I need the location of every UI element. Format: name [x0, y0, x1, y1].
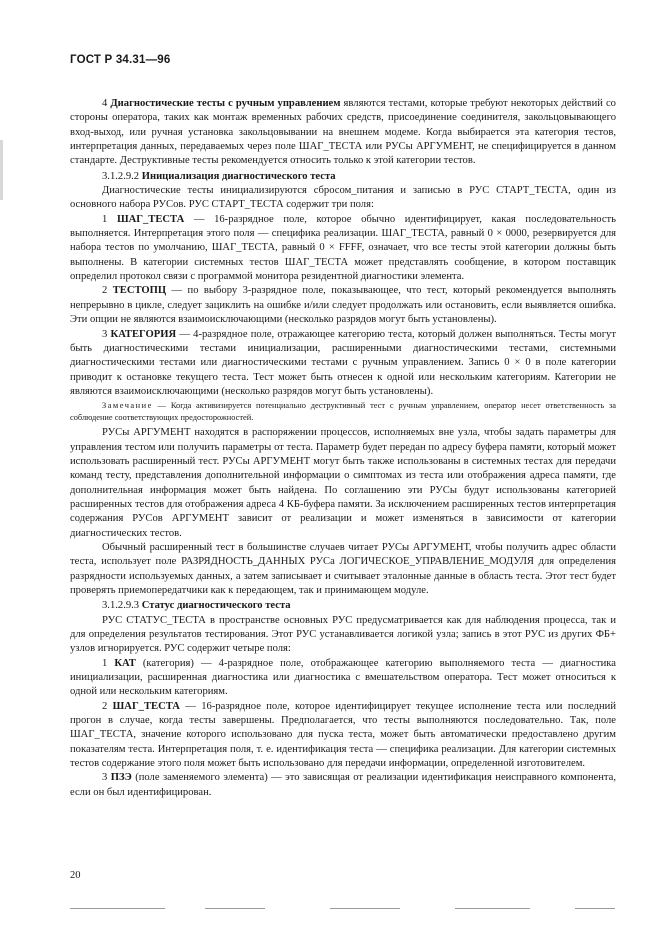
section-heading-3-1-2-9-3: 3.1.2.9.3 Статус диагностического теста — [102, 600, 291, 612]
paragraph-field-test-step: 1 ШАГ_ТЕСТА — 16-разрядное поле, которое обычно идентифицирует, какая последовательность выполняется. Интерпретация этого поля — специфика реализации. ШАГ_ТЕСТА, равный 0 × 0000, резервируется для набора тестов по умолчанию, ШАГ_ТЕСТА, равный 0 × FFFF, означает, что все тесты этой категории должны быть выполнены. В категории системных тестов ШАГ_ТЕСТА может представлять сообщение, в котором поставщик определил протокол связи с программой монитора резидентной диагностики элемента. — [70, 213, 616, 283]
paragraph-field-testopts: 2 ТЕСТОПЦ — по выбору 3-разрядное поле, показывающее, что тест, который рекомендуется выполнять непрерывно в цикле, следует зациклить на ошибке и/или следует продолжать или остановить, если выявляется ошибка. Эти опции не являются взаимоисключающими (несколько разрядов могут быть установлены). — [70, 285, 616, 326]
page-number: 20 — [70, 870, 81, 881]
paragraph-argument-registers: РУСы АРГУМЕНТ находятся в распоряжении процессов, исполняемых вне узла, чтобы задать параметры для управления тестом или получить параметры от теста. Параметр будет передан по адресу буфера памяти, который может использовать расширенный тест. РУСы АРГУМЕНТ могут быть также использованы в системных тестах для передачи команд тесту, представления дополнительной информации о симптомах из теста или отображения адреса памяти, где дополнительная информация может быть найдена. По соглашению эти РУСы будут использованы категорией расширенных тестов для отображения адреса 4 КБ-буфера памяти. За исключением расширенных тестов интерпретация содержания РУСов АРГУМЕНТ зависит от реализации и может изменяться в зависимости от категории диагностических тестов. — [70, 427, 616, 539]
note-destructive-test: Замечание — Когда активизируется потенциально деструктивный тест с ручным управлением, оператор несет ответственность за соблюдение соответствующих предосторожностей. — [70, 401, 616, 423]
scan-rule — [330, 908, 400, 909]
paragraph-manual-tests: 4 Диагностические тесты с ручным управлением являются тестами, которые требуют некоторых действий со стороны оператора, таких как монтаж временных рабочих средств, присоединение соединителя, закольцовывающего вход-выход, или ручная установка закольцовывании на внешнем модеме. Когда выбирается эта категория тестов, интерпретация данных, передаваемых через поле ШАГ_ТЕСТА или РУСы АРГУМЕНТ, не специфицируется в данном стандарте. Деструктивные тесты рекомендуется относить только к этой категории тестов. — [70, 98, 616, 167]
paragraph-field-test-step-status: 2 ШАГ_ТЕСТА — 16-разрядное поле, которое идентифицирует текущее исполнение теста или последний прогон в случае, когда тесты завершены. Предполагается, что тесты выполняются последовательно. Так, поле ШАГ_ТЕСТА, значение которого использовано для пуска теста, может быть автоматически предоставлено другим показателям теста. Интерпретация поля, т. е. идентификация теста — специфика реализации. Для категории системных тестов содержание этого поля может быть использовано для передачи информации, определенной изготовителем. — [70, 700, 617, 770]
scan-rule — [205, 908, 265, 909]
paragraph-field-cat: 1 КАТ (категория) — 4-разрядное поле, отображающее категорию выполняемого теста — диагностика инициализации, расширенная диагностика или диагностика с вмешательством оператора. Тест может относиться к одной или нескольким категориям. — [70, 657, 616, 698]
scan-rule — [455, 908, 530, 909]
paragraph-extended-test: Обычный расширенный тест в большинстве случаев читает РУСы АРГУМЕНТ, чтобы получить адрес области теста, использует поле РАЗРЯДНОСТЬ_ДАННЫХ РУСа ЛОГИЧЕСКОЕ_УПРАВЛЕНИЕ_МОДУЛЯ для определения разрядности используемых данных, а затем записывает и считывает эталонные данные в область теста. Этот тест будет проверять приемопередатчики как к передающем, так и принимающем модуле. — [70, 541, 616, 596]
scan-rule — [70, 908, 165, 909]
paragraph-status-intro: РУС СТАТУС_ТЕСТА в пространстве основных РУС предусматривается как для наблюдения процесса, так и для определения результатов тестирования. Этот РУС устанавливается логикой узла; запись в этот РУС из других ФБ+ узлов игнорируется. РУС содержит четыре поля: — [70, 614, 616, 655]
page-body — [70, 97, 616, 800]
scan-margin-mark — [0, 140, 3, 200]
paragraph-init-intro: Диагностические тесты инициализируются сбросом_питания и записью в РУС СТАРТ_ТЕСТА, один из основного набора РУСов. РУС СТАРТ_ТЕСТА содержит три поля: — [70, 185, 616, 211]
section-heading-3-1-2-9-2: 3.1.2.9.2 Инициализация диагностического теста — [102, 170, 336, 182]
paragraph-field-fru: 3 ПЗЭ (поле заменяемого элемента) — это зависящая от реализации идентификация неисправного компонента, если он был идентифицирован. — [70, 772, 616, 798]
page-header: ГОСТ Р 34.31—96 — [70, 54, 171, 66]
paragraph-field-category: 3 КАТЕГОРИЯ — 4-разрядное поле, отражающее категорию теста, который должен выполняться. Тесты могут быть диагностическими тестами инициализации, расширенными диагностическими тестами, системными диагностическими тестами или диагностическими тестами с ручным управлением. Запись 0 × 0 в поле категории приводит к остановке текущего теста. Тест может быть отнесен к одной или нескольким категориям. Категории не являются взаимоисключающими (несколько разрядов могут быть установлены). — [70, 328, 616, 397]
scan-rule — [575, 908, 615, 909]
